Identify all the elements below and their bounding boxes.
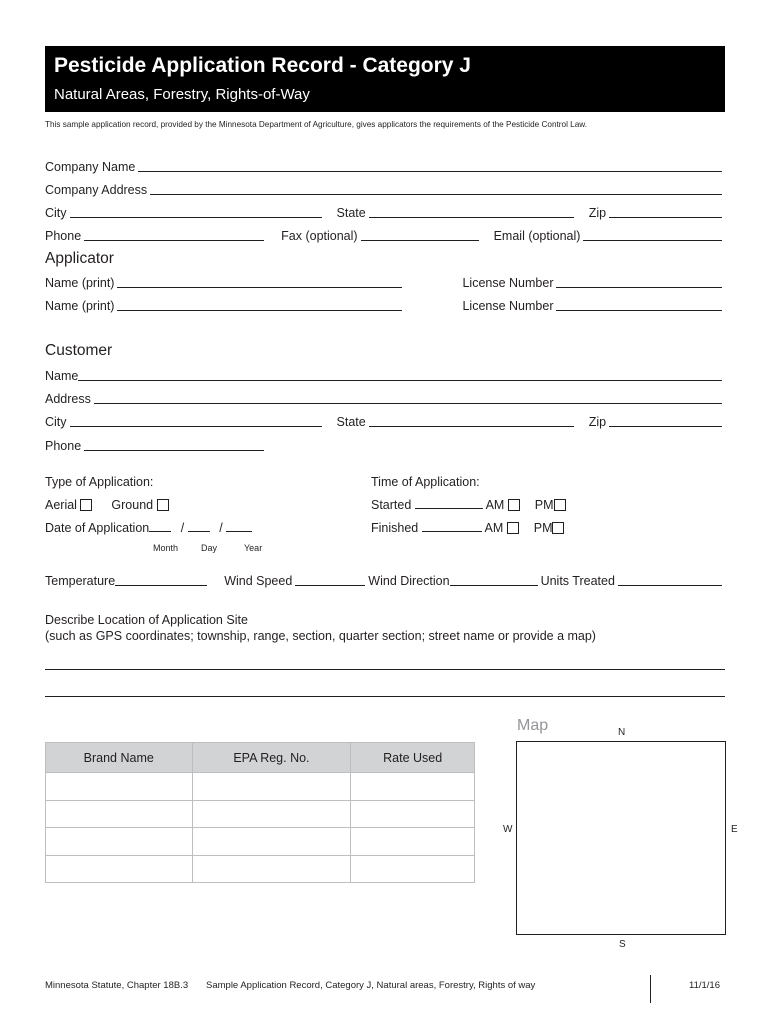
- pm-label: PM: [534, 498, 554, 512]
- customer-name-row: [45, 367, 725, 383]
- applicator-name-label: Name (print): [45, 276, 115, 290]
- applicator-license-label: License Number: [462, 299, 554, 313]
- rate-used-cell[interactable]: [351, 800, 475, 828]
- temperature-label: Temperature: [45, 574, 116, 588]
- applicator-license-field[interactable]: [556, 300, 722, 311]
- am-label: AM: [485, 498, 505, 512]
- table-row: [46, 773, 475, 801]
- wind-speed-label: Wind Speed: [224, 574, 293, 588]
- month-field[interactable]: [149, 521, 171, 532]
- customer-city-field[interactable]: [70, 416, 322, 427]
- company-fax-field[interactable]: [361, 230, 479, 241]
- table-row: [46, 800, 475, 828]
- north-label: N: [618, 727, 626, 738]
- footer-description: Sample Application Record, Category J, Natural areas, Forestry, Rights of way: [206, 980, 536, 991]
- company-phone-label: Phone: [45, 229, 82, 243]
- conditions-row: [45, 572, 725, 588]
- wind-direction-label: Wind Direction: [368, 574, 450, 588]
- ground-label: Ground: [111, 498, 154, 512]
- date-separator: /: [180, 521, 185, 535]
- epa-reg-no-cell[interactable]: [192, 855, 351, 883]
- date-separator: /: [219, 521, 223, 535]
- finished-pm-checkbox[interactable]: [552, 522, 564, 534]
- customer-phone-field[interactable]: [84, 440, 264, 451]
- footer-divider: [650, 975, 651, 1003]
- applicator-name-field[interactable]: [117, 277, 402, 288]
- customer-phone-row: [45, 437, 725, 453]
- epa-reg-no-cell[interactable]: [192, 800, 351, 828]
- company-contact-row: [45, 227, 725, 243]
- month-caption: Month: [153, 543, 179, 553]
- finished-am-checkbox[interactable]: [507, 522, 519, 534]
- aerial-label: Aerial: [45, 498, 77, 512]
- pm-label: PM: [533, 521, 553, 535]
- footer-date: 11/1/16: [689, 980, 720, 991]
- applicator-row-1: [45, 274, 725, 290]
- table-header-row: [46, 743, 475, 773]
- brand-name-cell[interactable]: [46, 773, 193, 801]
- company-address-label: Company Address: [45, 183, 148, 197]
- company-phone-field[interactable]: [84, 230, 264, 241]
- time-of-application-label: Time of Application:: [371, 475, 480, 489]
- company-name-label: Company Name: [45, 160, 136, 174]
- location-field-line-2[interactable]: [45, 696, 725, 697]
- customer-address-label: Address: [45, 392, 91, 406]
- customer-zip-field[interactable]: [609, 416, 722, 427]
- page-subtitle: Natural Areas, Forestry, Rights-of-Way: [54, 86, 310, 103]
- east-label: E: [731, 824, 738, 835]
- rate-used-cell[interactable]: [351, 855, 475, 883]
- rate-used-cell[interactable]: [351, 828, 475, 856]
- customer-state-label: State: [336, 415, 366, 429]
- company-city-label: City: [45, 206, 67, 220]
- application-type-row: [45, 498, 169, 512]
- units-treated-label: Units Treated: [540, 574, 615, 588]
- started-am-checkbox[interactable]: [508, 499, 520, 511]
- applicator-name-label: Name (print): [45, 299, 115, 313]
- finished-label: Finished: [371, 521, 419, 535]
- company-name-field[interactable]: [138, 161, 722, 172]
- location-heading: Describe Location of Application Site: [45, 613, 248, 627]
- applicator-heading: Applicator: [45, 250, 114, 267]
- customer-state-field[interactable]: [369, 416, 574, 427]
- company-zip-field[interactable]: [609, 207, 722, 218]
- table-row: [46, 828, 475, 856]
- date-of-application-row: [45, 521, 252, 535]
- epa-reg-no-cell[interactable]: [192, 773, 351, 801]
- wind-direction-field[interactable]: [450, 575, 538, 586]
- aerial-checkbox[interactable]: [80, 499, 92, 511]
- customer-city-row: [45, 413, 725, 429]
- map-drawing-area[interactable]: [516, 741, 726, 935]
- epa-reg-no-cell[interactable]: [192, 828, 351, 856]
- company-address-row: [45, 181, 725, 197]
- company-city-field[interactable]: [70, 207, 322, 218]
- finished-time-field[interactable]: [422, 521, 482, 532]
- applicator-license-field[interactable]: [556, 277, 722, 288]
- footer-statute: Minnesota Statute, Chapter 18B.3: [45, 980, 189, 991]
- title-banner: [45, 46, 725, 112]
- customer-name-label: Name: [45, 369, 79, 383]
- location-hint: (such as GPS coordinates; township, range, section, quarter section; street name or provide a map): [45, 629, 596, 643]
- year-field[interactable]: [226, 521, 252, 532]
- west-label: W: [503, 824, 513, 835]
- applicator-name-field[interactable]: [117, 300, 402, 311]
- wind-speed-field[interactable]: [295, 575, 365, 586]
- intro-text: This sample application record, provided by the Minnesota Department of Agriculture, gives applicators the requirements of the Pesticide Control Law.: [45, 120, 588, 129]
- company-email-label: Email (optional): [493, 229, 581, 243]
- customer-address-field[interactable]: [94, 393, 722, 404]
- applicator-row-2: [45, 297, 725, 313]
- company-email-field[interactable]: [583, 230, 722, 241]
- temperature-field[interactable]: [115, 575, 207, 586]
- date-of-application-label: Date of Application: [45, 521, 150, 535]
- started-label: Started: [371, 498, 412, 512]
- customer-heading: Customer: [45, 342, 113, 359]
- started-row: [371, 498, 566, 512]
- customer-city-label: City: [45, 415, 67, 429]
- brand-name-cell[interactable]: [46, 855, 193, 883]
- map-label: Map: [517, 717, 549, 734]
- started-time-field[interactable]: [415, 498, 483, 509]
- applicator-license-label: License Number: [462, 276, 554, 290]
- south-label: S: [619, 939, 626, 950]
- units-treated-field[interactable]: [618, 575, 722, 586]
- day-field[interactable]: [188, 521, 210, 532]
- started-pm-checkbox[interactable]: [554, 499, 566, 511]
- customer-name-field[interactable]: [78, 370, 722, 381]
- location-field-line-1[interactable]: [45, 669, 725, 670]
- company-state-label: State: [336, 206, 366, 220]
- company-zip-label: Zip: [588, 206, 607, 220]
- brand-name-header: Brand Name: [46, 743, 193, 773]
- brand-name-cell[interactable]: [46, 828, 193, 856]
- company-name-row: [45, 158, 725, 174]
- product-table: [45, 742, 475, 883]
- day-caption: Day: [201, 543, 218, 553]
- rate-used-cell[interactable]: [351, 773, 475, 801]
- epa-reg-no-header: EPA Reg. No.: [192, 743, 351, 773]
- brand-name-cell[interactable]: [46, 800, 193, 828]
- page-title: Pesticide Application Record - Category J: [54, 54, 471, 77]
- rate-used-header: Rate Used: [351, 743, 475, 773]
- customer-zip-label: Zip: [588, 415, 607, 429]
- company-city-row: [45, 204, 725, 220]
- company-state-field[interactable]: [369, 207, 574, 218]
- ground-checkbox[interactable]: [157, 499, 169, 511]
- type-of-application-label: Type of Application:: [45, 475, 154, 489]
- finished-row: [371, 521, 564, 535]
- company-address-field[interactable]: [150, 184, 722, 195]
- customer-address-row: [45, 390, 725, 406]
- customer-phone-label: Phone: [45, 439, 82, 453]
- year-caption: Year: [244, 543, 263, 553]
- table-row: [46, 855, 475, 883]
- am-label: AM: [484, 521, 504, 535]
- company-fax-label: Fax (optional): [281, 229, 358, 243]
